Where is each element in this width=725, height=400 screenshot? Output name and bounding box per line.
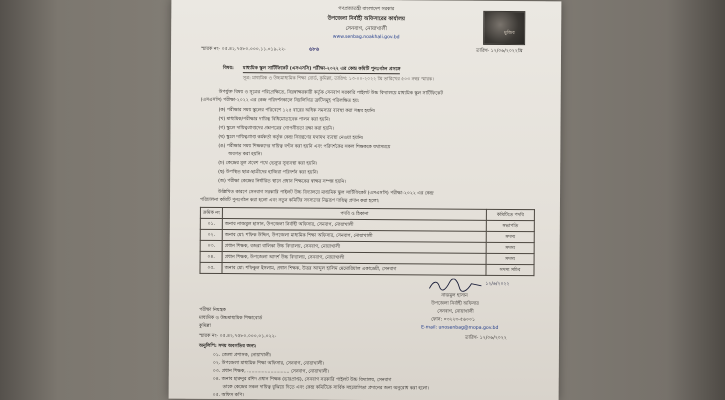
signatory-email[interactable]: E-mail: unosenbag@mopa.gov.bd — [421, 325, 499, 331]
addressee-line-1: পরীক্ষা নিয়ন্ত্রক — [199, 307, 226, 314]
signatory-phone: ফোন: ০৩২২৩-৫৬০০১ — [431, 317, 476, 323]
copy-item: ০১. জেলা প্রশাসক, নোয়াখালী। — [212, 352, 272, 359]
table-header-designation: পদবি ও ঠিকানা — [222, 208, 486, 221]
copy-heading: অনুলিপি: সদয় অবগতির জন্য: — [198, 343, 257, 350]
point-item: (গ) স্কুলে দায়িত্বপ্রাপ্তদের প্রশ্নপত্রের গোপনীয়তা রক্ষা করা হয়নি। — [218, 125, 334, 132]
table-cell-designation: জনাব মো: শফিকুল ইসলাম, প্রধান শিক্ষক, উত্তর আব্দুল হালিম মেমোরিয়াল একাডেমী, সেনবাগ — [222, 263, 486, 276]
copy-item: ০৪. জনাব হারুনুর রশিদ প্রধান শিক্ষক (ভারপ্রাপ্ত), সেনবাগ সরকারি পাইলট উচ্চ বিদ্যালয়, সেনবাগ — [212, 376, 392, 384]
signatory-office: সেনবাগ, নোয়াখালী — [437, 309, 474, 315]
table-cell-serial: ০৩. — [200, 240, 222, 251]
office-website[interactable]: www.senbag.noakhali.gov.bd — [332, 34, 400, 41]
signatory-title: উপজেলা নির্বাহী অফিসার — [431, 301, 479, 307]
table-cell-designation: প্রধান শিক্ষক, উপজেলা আদর্শ উচ্চ বিদ্যালয়, সেনবাগ, নোয়াখালী — [222, 252, 486, 265]
memo-handwritten-number: ৬৮৬ — [309, 46, 320, 53]
point-item: (চ) কেন্দ্রের মূল প্রবেশ পথে ভেন্যুর সুব্যবস্থা করা হয়নি। — [218, 160, 318, 167]
portrait-photo — [483, 11, 525, 45]
paragraph-line-2: পরিচালনা কমিটি পুনঃগঠন করা হলো এবং নতুন কমিটির সদস্যদের নিম্নরূপ দায়িত্ব প্রদান করা হলো: — [199, 197, 380, 205]
memo-2-date: তারিখ- ১২/০৬/২০২২ — [465, 335, 507, 341]
memo-number: স্মারক নং- ০৫.৪২.৭৫৮০.০০০.১১.০১৯.২২- — [201, 46, 286, 53]
point-item: (ঙ) পরীক্ষার সময় শিক্ষকদের দায়িত্ব বণ্টন করা হয়নি এবং পরিদর্শকের সকল শিক্ষককে যথাসময়ে — [218, 143, 391, 151]
copy-item-continued: তাকে কেন্দ্রের সকল দায়িত্ব বুঝিয়ে দিতে এবং কেন্দ্র কমিটিকে সার্বিক সহযোগিতা প্রদানের জন্য অনুরোধ করা হলো। — [222, 385, 430, 392]
point-item: (ক) পরীক্ষার সময় স্কুলের পরিবেশে ১২৫ বারের অধিক সমস্যার ব্যবস্থা করা সম্ভব হয়নি। — [218, 107, 376, 115]
signature-scribble-icon — [427, 278, 483, 292]
point-item: (ঘ) স্কুলে দায়িত্বপ্রাপ্ত কর্মকর্তা কর্তৃক কেন্দ্র নিয়ন্ত্রণের যথাযথ ব্যবস্থা নেওয়া হয়নি। — [218, 134, 364, 141]
table-row — [200, 262, 534, 275]
table-cell-serial: ০৫. — [200, 262, 222, 273]
point-item-continued: অবগত করা হয়নি। — [228, 152, 263, 158]
office-location: সেনবাগ, নোয়াখালী — [345, 25, 387, 33]
intro-line-2: (এসএসসি) পরীক্ষা-২০২২ এর কেন্দ্র পরিদর্শনকালে নিম্নলিখিত ত্রুটিসমূহ পরিলক্ষিত হয়: — [200, 97, 360, 104]
table-cell-role: সদস্য সচিব — [486, 264, 534, 275]
table-header-role: কমিটিতে পদবি — [486, 209, 534, 220]
point-item: (ছ) উপস্থিত ছাত্র-ছাত্রীদের হাজিরা পরিদর্শন করা হয়নি। — [218, 169, 319, 176]
subject-text: মাধ্যমিক স্কুল সার্টিফিকেট (এসএসসি) পরীক্ষা-২০২২ এর কেন্দ্র কমিটি পুনঃগঠন প্রসঙ্গে — [242, 66, 401, 73]
table-cell-serial: ০১. — [200, 218, 222, 229]
point-item: (জ) পরীক্ষা কেন্দ্রের নির্ধারিত স্থানে প্রধান শিক্ষকের স্বাক্ষর সম্পন্ন হয়নি। — [218, 178, 346, 185]
point-item: (খ) মাধ্যমিক/পরীক্ষার দায়িত্ব বিধিমোতাবেক পালন করা হয়নি। — [218, 116, 331, 123]
paragraph-line-1: উল্লিখিত কারণে সেনবাগ সরকারি পাইলট উচ্চ বিদ্যালয়ে মাধ্যমিক স্কুল সার্টিফিকেট (এসএসসি) পরীক্ষা-২০২২ এর কেন্দ্র — [218, 189, 434, 197]
intro-line-1: উপর্যুক্ত বিষয় ও সূত্রের পরিপ্রেক্ষিতে, নিম্নস্বাক্ষরকারী কর্তৃক সেনবাগ সরকারি পাইলট উচ্চ বিদ্যালয়ে মাধ্যমিক স্কুল সার্টিফিকেট — [218, 89, 444, 97]
table-cell-role: সদস্য — [486, 242, 534, 253]
table-cell-role: সভাপতি — [486, 220, 534, 231]
committee-table — [199, 207, 534, 276]
memo-2-number: স্মারক নং- ০৫.৪২.৭৫৮০.০০০.০১.০২২- — [199, 333, 277, 340]
table-cell-role: সদস্য — [486, 253, 534, 264]
subject-label: বিষয়: — [222, 66, 234, 72]
subject-reference: সূত্র: মাধ্যমিক ও উচ্চমাধ্যমিক শিক্ষা বোর্ড, কুমিল্লা, তারিখ: ১৩-০০-২০২২ খ্রি তারিখের ৫০৩ নম্বর স্মারক। — [242, 76, 434, 83]
table-cell-serial: ০২. — [200, 229, 222, 240]
portrait-label: মুজিব — [504, 30, 515, 37]
table-cell-designation: জনাব মো: শফিক উদ্দিন, উপজেলা মাধ্যমিক শিক্ষা অফিসার, সেনবাগ, নোয়াখালী — [222, 230, 486, 243]
copy-item: ০২. উপজেলা মাধ্যমিক শিক্ষা অফিসার, সেনবাগ, নোয়াখালী। — [212, 360, 325, 367]
table-cell-role: সদস্য — [486, 231, 534, 242]
office-name: উপজেলা নির্বাহী অফিসারের কার্যালয় — [327, 15, 405, 23]
govt-header: গণপ্রজাতন্ত্রী বাংলাদেশ সরকার — [338, 6, 395, 13]
table-cell-designation: প্রধান শিক্ষক, বজরা বালিকা উচ্চ বিদ্যালয়, সেনবাগ, নোয়াখালী — [222, 241, 486, 254]
copy-item: ০৩. প্রধান শিক্ষক, ............................. সেনবাগ, নোয়াখালী। — [212, 368, 330, 375]
memo-date: তারিখ- ১২/০৬/২০২২খ্রি — [476, 48, 523, 55]
copy-item: ০৫. অফিস কপি। — [212, 392, 244, 399]
addressee-line-3: কুমিল্লা — [199, 323, 211, 329]
table-cell-designation: জনাব নাজমুল হাসান, উপজেলা নির্বাহী অফিসার, সেনবাগ, নোয়াখালী — [222, 219, 486, 232]
table-cell-serial: ০৪. — [200, 251, 222, 262]
signatory-name: নাজমুল হাসান — [441, 293, 468, 299]
addressee-line-2: মাধ্যমিক ও উচ্চমাধ্যমিক শিক্ষাবোর্ড — [199, 315, 263, 322]
table-header-serial: ক্রমিক নং — [200, 207, 222, 218]
signature-date: ১২/৬/২০২২ — [485, 281, 510, 288]
official-letter — [169, 0, 562, 400]
